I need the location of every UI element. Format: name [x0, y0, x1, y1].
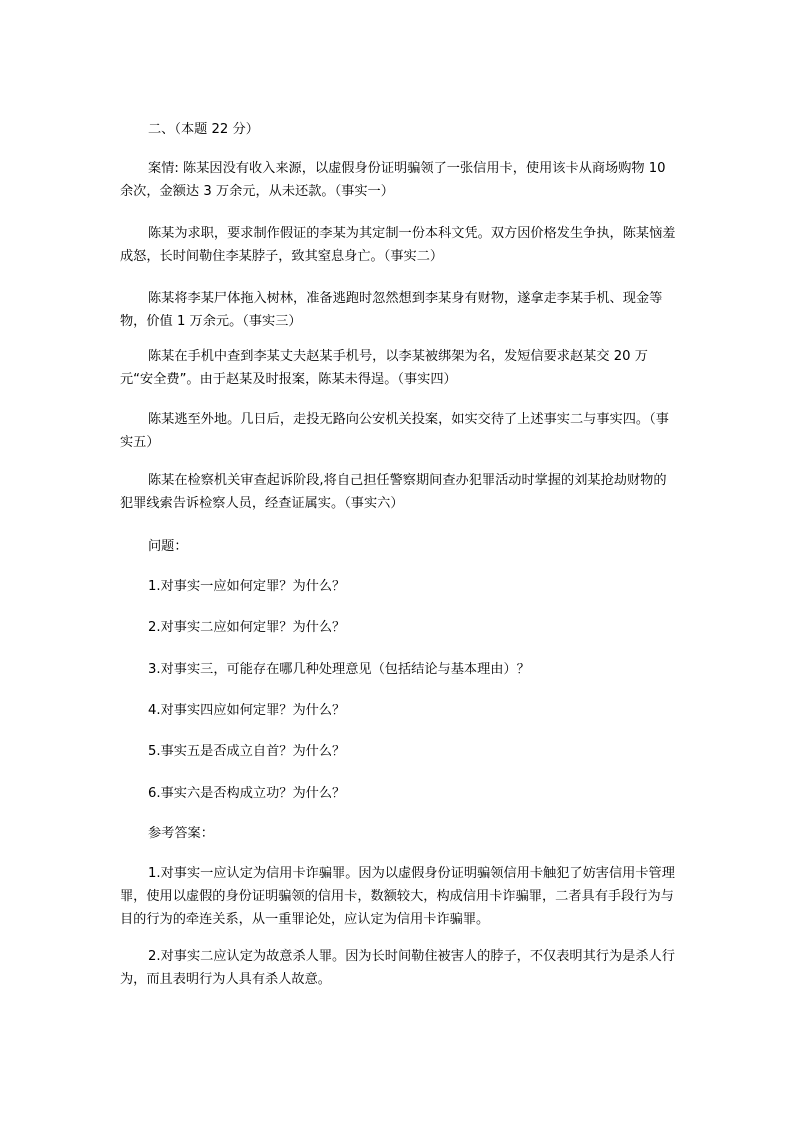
case-fact-3: 陈某将李某尸体拖入树林，准备逃跑时忽然想到李某身有财物，遂拿走李某手机、现金等物，价值 1 万余元。（事实三）: [120, 291, 663, 329]
answers-heading: 参考答案：: [148, 826, 214, 841]
answer-2: 2.对事实二应认定为故意杀人罪。因为长时间勒住被害人的脖子，不仅表明其行为是杀人行为，而且表明行为人具有杀人故意。: [120, 949, 675, 987]
question-4: 4.对事实四应如何定罪？为什么？: [148, 703, 346, 718]
case-fact-5: 陈某逃至外地。几日后，走投无路向公安机关投案，如实交待了上述事实二与事实四。（事实五）: [120, 412, 669, 450]
question-3: 3.对事实三，可能存在哪几种处理意见（包括结论与基本理由）？: [148, 662, 530, 677]
answer-1: 1.对事实一应认定为信用卡诈骗罪。因为以虚假身份证明骗领信用卡触犯了妨害信用卡管理罪，使用以虚假的身份证明骗领的信用卡，数额较大，构成信用卡诈骗罪，二者具有手段行为与目的行为的牵连关系，从一重罪论处，应认定为信用卡诈骗罪。: [120, 866, 675, 927]
case-fact-1: 案情: 陈某因没有收入来源，以虚假身份证明骗领了一张信用卡，使用该卡从商场购物 10 余次，金额达 3 万余元，从未还款。（事实一）: [120, 161, 666, 199]
case-fact-2: 陈某为求职，要求制作假证的李某为其定制一份本科文凭。双方因价格发生争执，陈某恼羞成怒，长时间勒住李某脖子，致其窒息身亡。（事实二）: [120, 226, 676, 264]
question-6: 6.事实六是否构成立功？为什么？: [148, 786, 346, 801]
question-2: 2.对事实二应如何定罪？为什么？: [148, 620, 346, 635]
question-5: 5.事实五是否成立自首？为什么？: [148, 744, 346, 759]
case-fact-4: 陈某在手机中查到李某丈夫赵某手机号，以李某被绑架为名，发短信要求赵某交 20 万元“安全费”。由于赵某及时报案，陈某未得逞。（事实四）: [120, 349, 648, 387]
section-heading: 二、（本题 22 分）: [148, 122, 259, 137]
question-1: 1.对事实一应如何定罪？为什么？: [148, 579, 346, 594]
questions-heading: 问题：: [148, 539, 188, 554]
case-fact-6: 陈某在检察机关审查起诉阶段,将自己担任警察期间查办犯罪活动时掌握的刘某抢劫财物的犯罪线索告诉检察人员，经查证属实。（事实六）: [120, 473, 667, 511]
